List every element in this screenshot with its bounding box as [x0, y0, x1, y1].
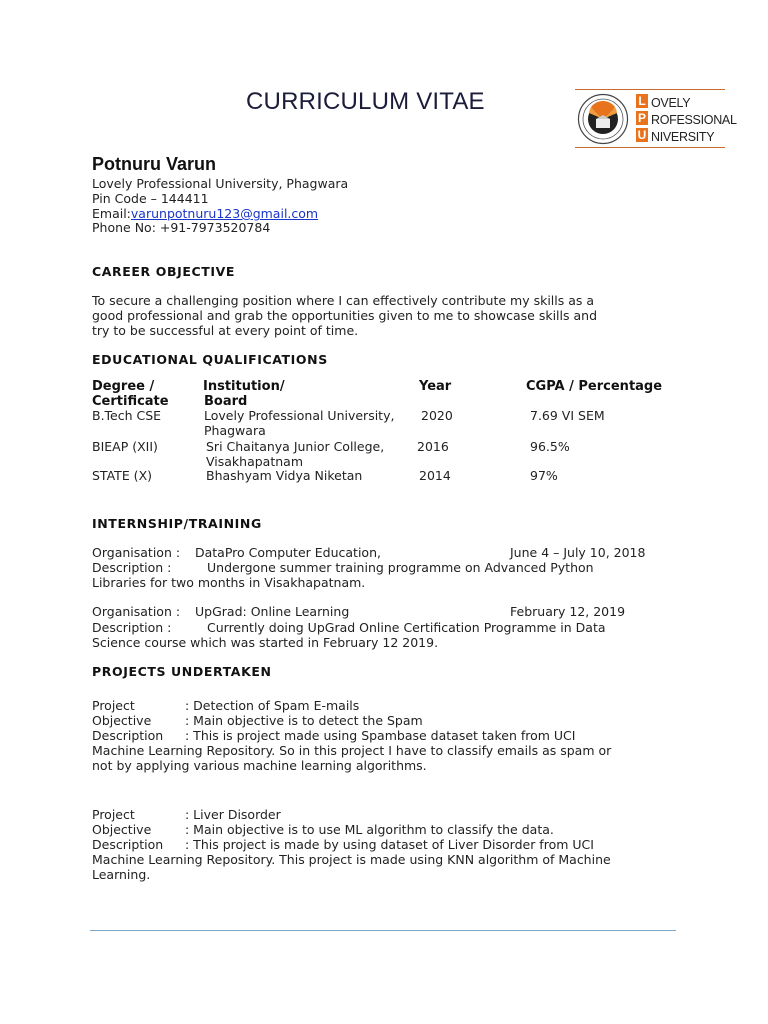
- career-objective-line: To secure a challenging position where I can effectively contribute my skills as a: [92, 293, 595, 308]
- cell-year: 2016: [417, 439, 449, 454]
- logo-letter-u: U: [637, 128, 647, 142]
- email-link[interactable]: varunpotnuru123@gmail.com: [130, 206, 319, 221]
- description-text: Learning.: [92, 867, 151, 882]
- cell-degree: STATE (X): [92, 468, 153, 483]
- column-header-degree: [92, 379, 169, 409]
- description-label: Description: [92, 837, 164, 852]
- column-header-institution-line: Board: [204, 394, 248, 409]
- logo-letter-l: L: [636, 94, 648, 108]
- logo-letters: [636, 94, 647, 145]
- logo-word-lovely: OVELY: [651, 96, 691, 110]
- contact-address: Lovely Professional University, Phagwara: [92, 176, 349, 191]
- objective-label: Objective: [92, 822, 152, 837]
- column-header-institution-line: Institution/: [203, 379, 285, 394]
- email-label: Email:: [92, 206, 131, 221]
- description-label: Description :: [92, 560, 172, 575]
- description-text: : This is project made using Spambase dataset taken from UCI: [185, 728, 576, 743]
- internship-heading: INTERNSHIP/TRAINING: [92, 516, 262, 531]
- cell-institution: Lovely Professional University,: [204, 408, 395, 423]
- university-logo: [575, 89, 737, 148]
- cell-score: 7.69 VI SEM: [530, 408, 605, 423]
- column-header-score: CGPA / Percentage: [526, 379, 663, 394]
- objective-text: : Main objective is to use ML algorithm to classify the data.: [185, 822, 554, 837]
- description-text: Undergone summer training programme on Advanced Python: [207, 560, 594, 575]
- organisation-value: DataPro Computer Education,: [195, 545, 381, 560]
- description-label: Description: [92, 728, 164, 743]
- objective-text: : Main objective is to detect the Spam: [185, 713, 423, 728]
- column-header-year: Year: [419, 379, 452, 394]
- contact-email-row: [92, 206, 318, 221]
- column-header-degree-line: Certificate: [92, 394, 169, 409]
- description-text: : This project is made by using dataset of Liver Disorder from UCI: [185, 837, 594, 852]
- candidate-name: Potnuru Varun: [92, 154, 217, 174]
- university-emblem-icon: [577, 93, 629, 145]
- cell-score: 97%: [530, 468, 558, 483]
- description-label: Description :: [92, 620, 172, 635]
- logo-word-university: NIVERSITY: [651, 130, 715, 144]
- description-text: Machine Learning Repository. This project is made using KNN algorithm of Machine: [92, 852, 611, 867]
- cell-year: 2020: [421, 408, 453, 423]
- cell-institution: Sri Chaitanya Junior College,: [206, 439, 385, 454]
- logo-letter-p: P: [637, 111, 646, 125]
- page-title: CURRICULUM VITAE: [246, 88, 485, 115]
- description-text: not by applying various machine learning algorithms.: [92, 758, 427, 773]
- cell-institution: Phagwara: [204, 423, 266, 438]
- project-title: : Detection of Spam E-mails: [185, 698, 360, 713]
- column-header-degree-line: Degree /: [92, 379, 155, 394]
- description-text: Science course which was started in February 12 2019.: [92, 635, 439, 650]
- objective-label: Objective: [92, 713, 152, 728]
- project-title: : Liver Disorder: [185, 807, 281, 822]
- project-label: Project: [92, 698, 135, 713]
- description-text: Libraries for two months in Visakhapatnam.: [92, 575, 366, 590]
- logo-words: [651, 95, 737, 146]
- career-objective-line: good professional and grab the opportunities given to me to showcase skills and: [92, 308, 598, 323]
- organisation-label: Organisation :: [92, 604, 181, 619]
- education-heading: EDUCATIONAL QUALIFICATIONS: [92, 352, 328, 367]
- logo-word-professional: ROFESSIONAL: [651, 113, 737, 127]
- cell-score: 96.5%: [530, 439, 570, 454]
- description-text: Currently doing UpGrad Online Certification Programme in Data: [207, 620, 606, 635]
- career-objective-heading: CAREER OBJECTIVE: [92, 264, 236, 279]
- contact-phone: Phone No: +91-7973520784: [92, 220, 271, 235]
- career-objective-line: try to be successful at every point of time.: [92, 323, 359, 338]
- organisation-value: UpGrad: Online Learning: [195, 604, 350, 619]
- column-header-institution: [203, 379, 285, 409]
- cell-institution: Visakhapatnam: [206, 454, 303, 469]
- cell-year: 2014: [419, 468, 451, 483]
- projects-heading: PROJECTS UNDERTAKEN: [92, 664, 272, 679]
- cell-degree: B.Tech CSE: [92, 408, 162, 423]
- footer-divider: [90, 930, 676, 931]
- cell-institution: Bhashyam Vidya Niketan: [206, 468, 363, 483]
- description-text: Machine Learning Repository. So in this project I have to classify emails as spam or: [92, 743, 612, 758]
- internship-date: June 4 – July 10, 2018: [510, 545, 646, 560]
- contact-pin: Pin Code – 144411: [92, 191, 209, 206]
- cell-degree: BIEAP (XII): [92, 439, 158, 454]
- internship-date: February 12, 2019: [510, 604, 626, 619]
- project-label: Project: [92, 807, 135, 822]
- organisation-label: Organisation :: [92, 545, 181, 560]
